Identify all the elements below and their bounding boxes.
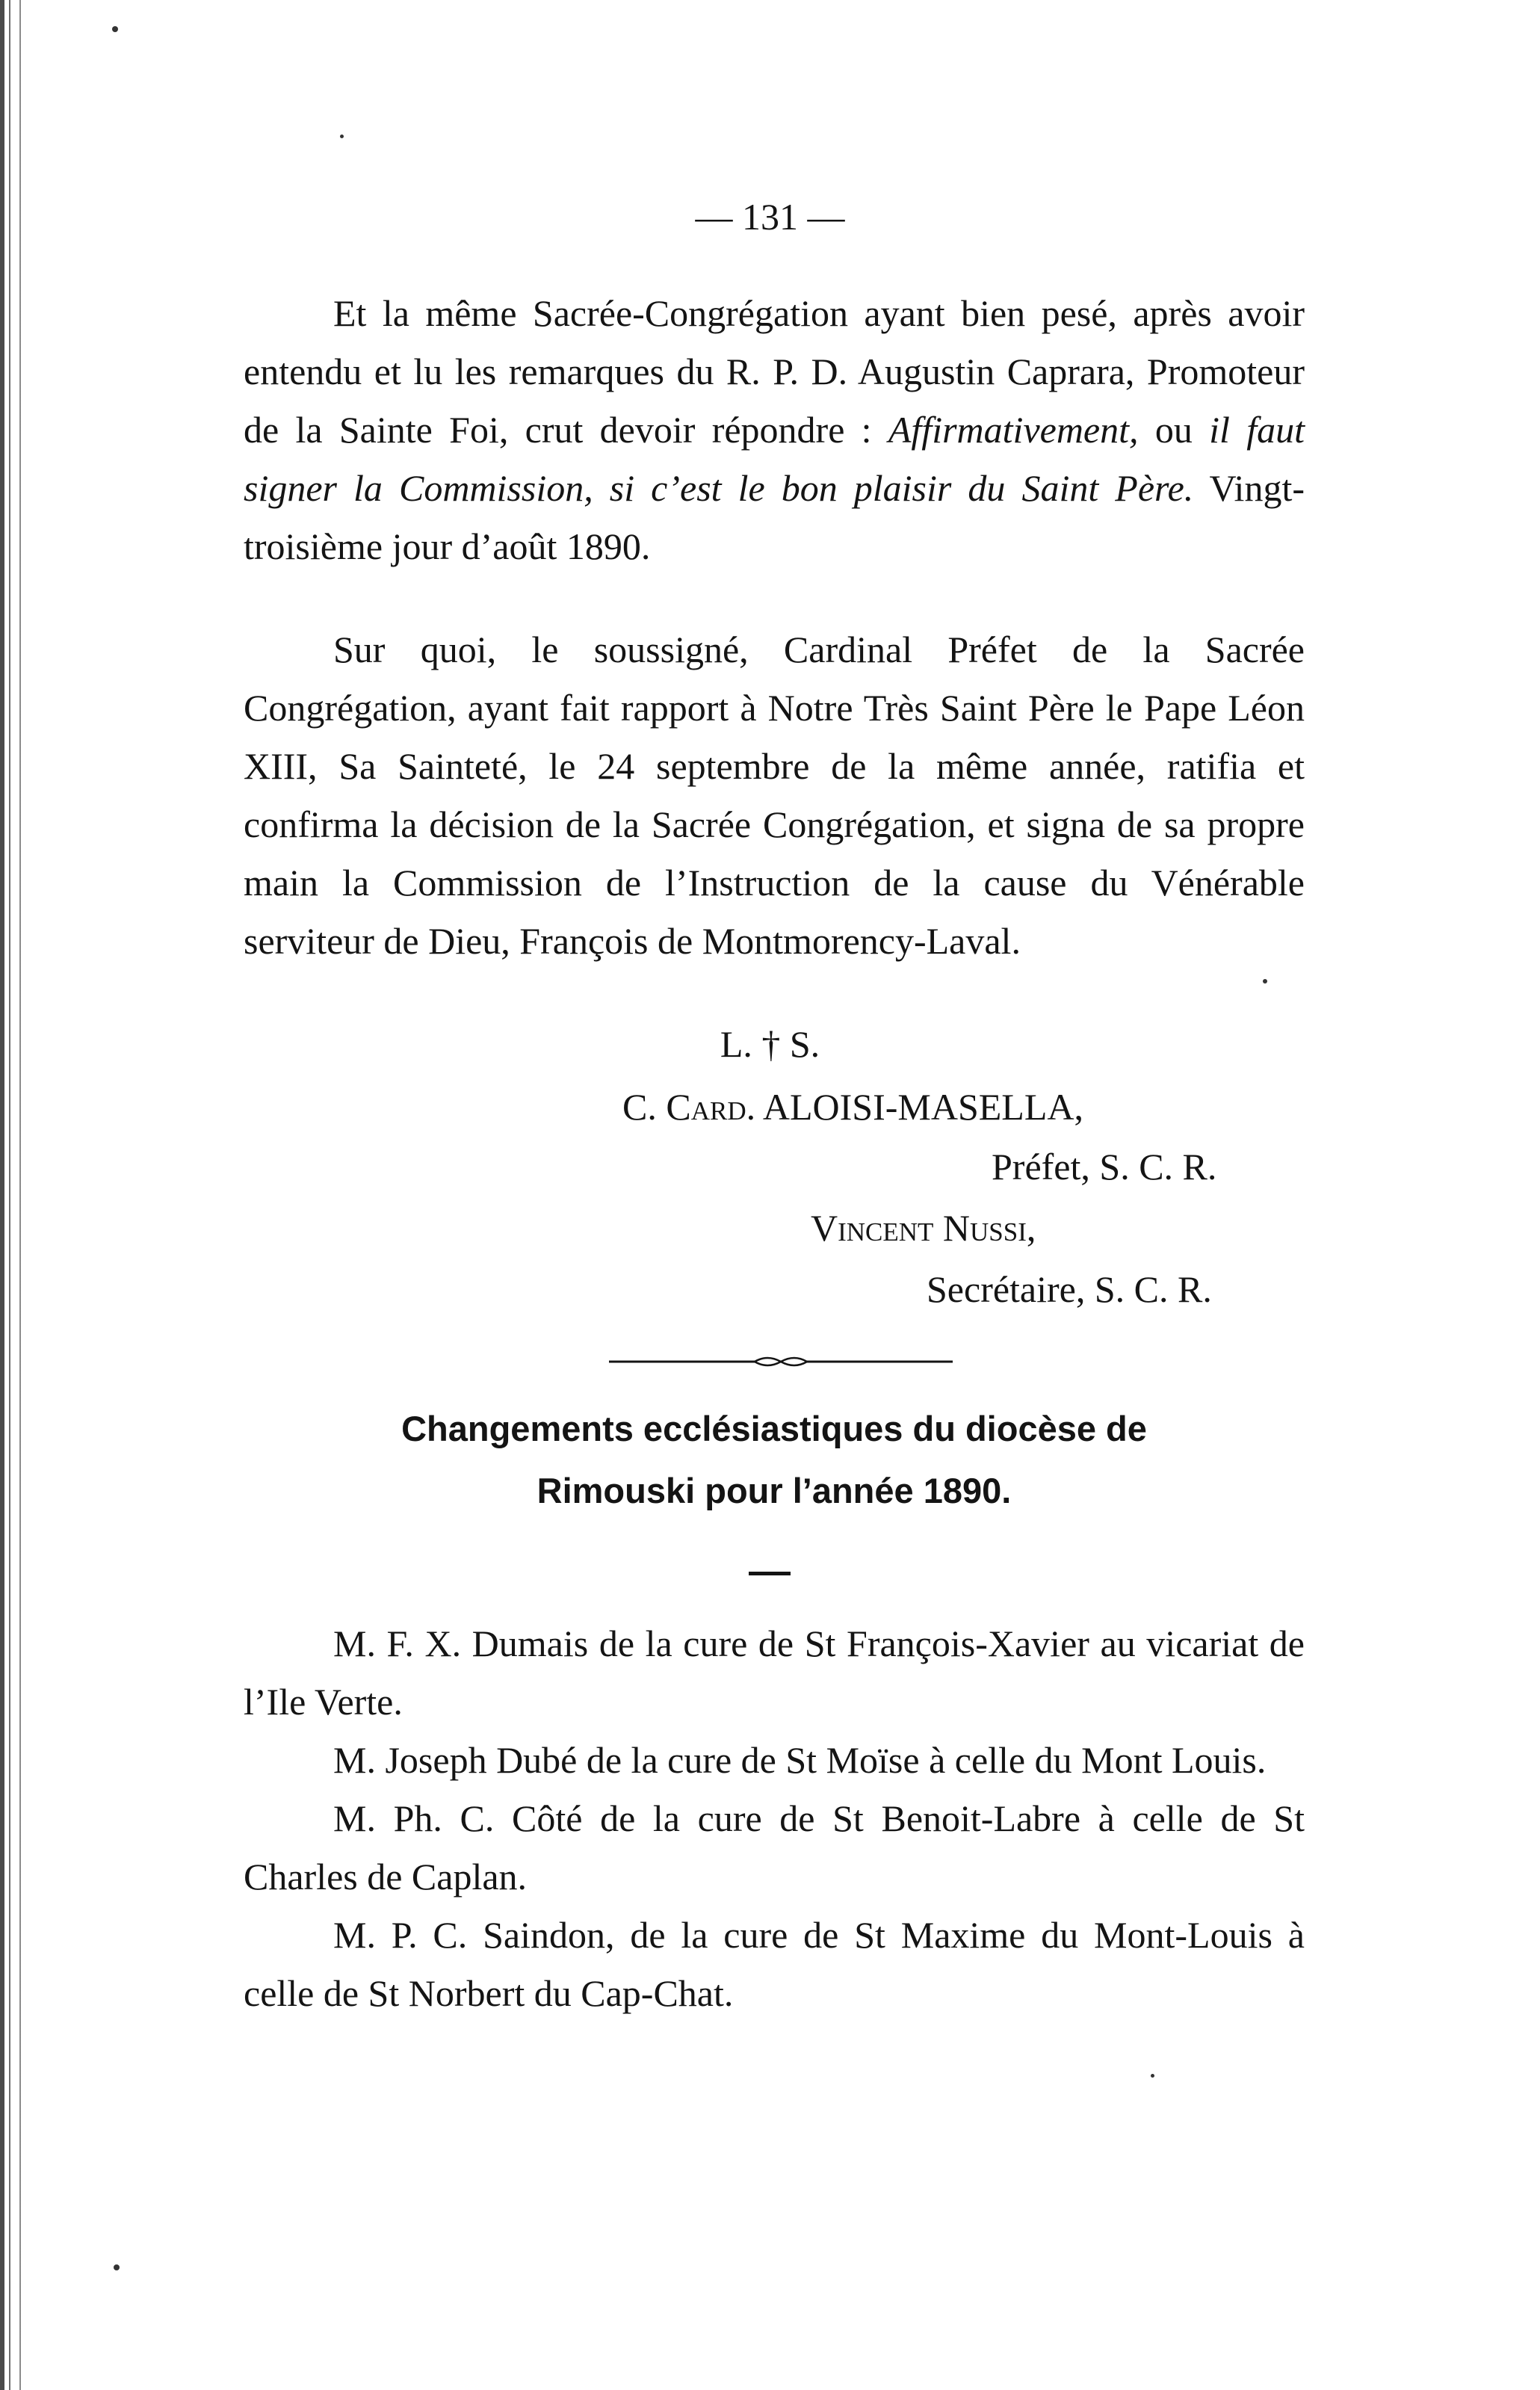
seal-mark: L. † S. [720, 1023, 820, 1065]
section-title-line1: Changements ecclésiastiques du diocèse de [401, 1409, 1147, 1448]
paragraph-decision-text [244, 284, 1305, 575]
page-number: — 131 — [695, 196, 845, 238]
paragraph-decision-part1: Et la même Sacrée-Congrégation ayant bien pesé, après avoir entendu et lu les remarques du R. P. D. Augustin Caprara, Promoteur de la Sainte Foi, crut devoir répondre : [244, 292, 1305, 451]
paper-speck [114, 2264, 120, 2270]
cardinal-title: Card. [666, 1086, 756, 1128]
paper-speck [340, 135, 344, 138]
change-item-4: M. P. C. Saindon, de la cure de St Maxime du Mont-Louis à celle de St Norbert du Cap-Chat. [244, 1914, 1305, 2014]
secretary-role: Secrétaire, S. C. R. [927, 1268, 1212, 1310]
secretary-last-name: Nussi, [942, 1207, 1036, 1249]
change-item-2: M. Joseph Dubé de la cure de St Moïse à celle du Mont Louis. [333, 1739, 1267, 1781]
paragraph-decision-italic1: Affirmativement, [888, 409, 1155, 451]
cardinal-signature [622, 1081, 1083, 1133]
secretary-signature [811, 1202, 1036, 1254]
change-item-3: M. Ph. C. Côté de la cure de St Benoit-Labre à celle de St Charles de Caplan. [244, 1797, 1305, 1898]
paper-speck [112, 26, 118, 32]
secretary-first-name: Vincent [811, 1207, 934, 1249]
paper-speck [1263, 979, 1267, 984]
cardinal-prefix: C. [622, 1086, 657, 1128]
cardinal-name: ALOISI-MASELLA, [762, 1086, 1083, 1128]
paragraph-decision-part2: ou [1154, 409, 1210, 451]
paragraph-decision [244, 284, 1305, 575]
paragraph-ratification [244, 620, 1305, 970]
book-spine-edge [0, 0, 25, 2390]
paragraph-decision-italic2: il faut signer la Commission, si c’est le bon plaisir du Saint Père. [244, 409, 1305, 509]
change-item-1: M. F. X. Dumais de la cure de St François-Xavier au vicariat de l’Ile Verte. [244, 1622, 1305, 1723]
paper-speck [1151, 2074, 1154, 2078]
cardinal-role: Préfet, S. C. R. [992, 1146, 1217, 1188]
section-title-line2: Rimouski pour l’année 1890. [536, 1471, 1012, 1510]
ornamental-rule [609, 1353, 953, 1371]
changes-list [244, 1614, 1305, 2022]
paragraph-decision-part3: Vingt-troisième jour d’août 1890. [244, 467, 1305, 567]
section-dash [749, 1572, 791, 1575]
paragraph-ratification-text: Sur quoi, le soussigné, Cardinal Préfet de la Sacrée Congrégation, ayant fait rapport à Notre Très Saint Père le Pape Léon XIII, Sa Sainteté, le 24 septembre de la même année, ratifia et confirma la décision de la Sacrée Congrégation, et signa de sa propre main la Commission de l’Instruction de la cause du Vénérable serviteur de Dieu, François de Montmorency-Laval. [244, 629, 1305, 962]
